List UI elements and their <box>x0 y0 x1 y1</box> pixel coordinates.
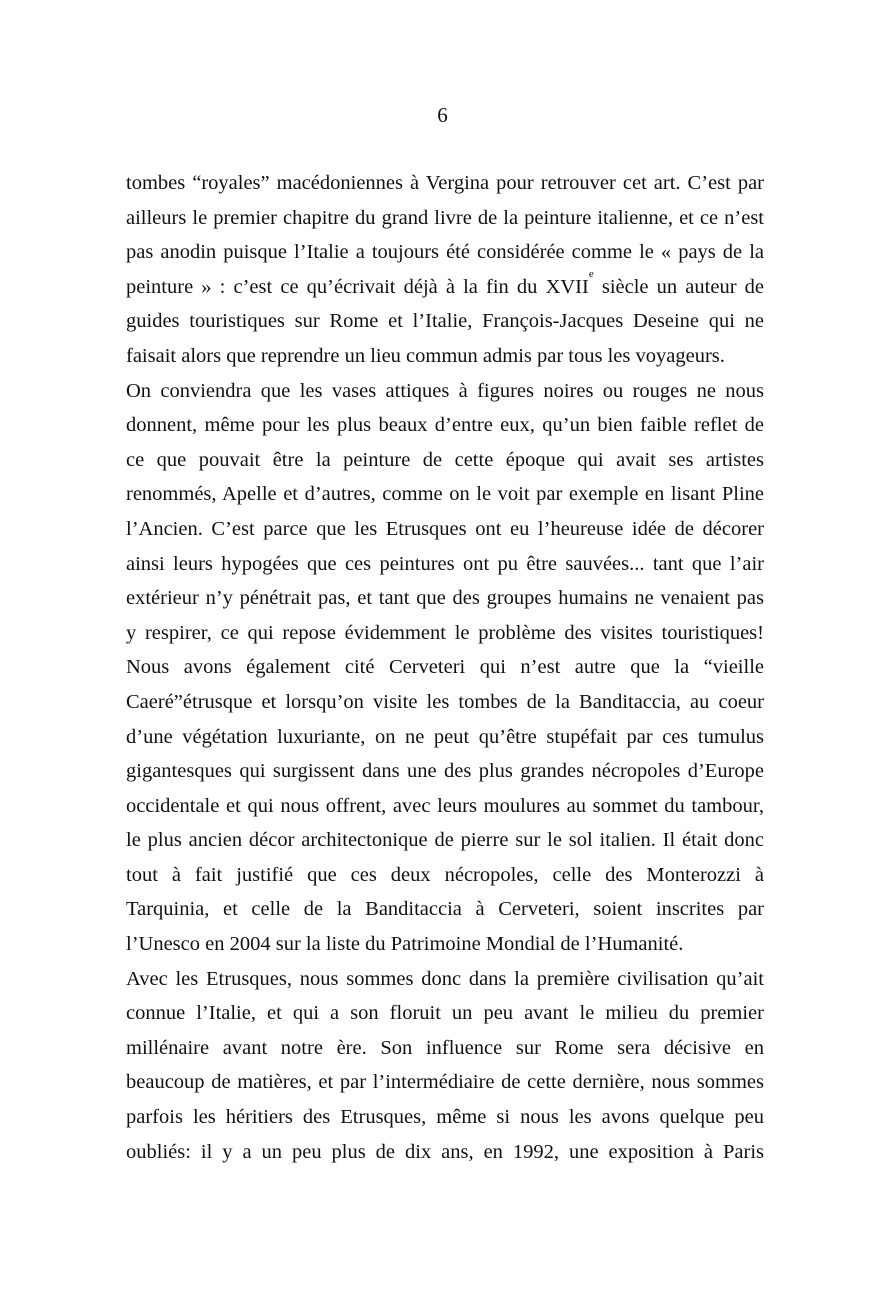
text-line: Nous avons également cité Cerveteri qui n’est autre que la “vieille <box>126 656 764 679</box>
text-segment: siècle un auteur de <box>593 275 765 298</box>
superscript: e <box>588 267 594 280</box>
text-line-with-superscript <box>126 267 765 305</box>
text-line: pas anodin puisque l’Italie a toujours été considérée comme le « pays de la <box>126 241 764 264</box>
text-line: Tarquinia, et celle de la Banditaccia à Cerveteri, soient inscrites par <box>126 898 764 921</box>
text-line: ainsi leurs hypogées que ces peintures ont pu être sauvées... tant que l’air <box>126 552 764 575</box>
text-line: On conviendra que les vases attiques à figures noires ou rouges ne nous <box>126 379 764 402</box>
paragraph-1 <box>126 166 764 374</box>
text-line: tombes “royales” macédoniennes à Vergina pour retrouver cet art. C’est par <box>126 172 764 194</box>
text-line: l’Unesco en 2004 sur la liste du Patrimoine Mondial de l’Humanité. <box>126 933 684 956</box>
text-line: guides touristiques sur Rome et l’Italie, François-Jacques Deseine qui ne <box>126 310 764 333</box>
text-line: occidentale et qui nous offrent, avec leurs moulures au sommet du tambour, <box>126 794 764 817</box>
text-line: parfois les héritiers des Etrusques, même si nous les avons quelque peu <box>126 1106 764 1129</box>
text-line: ailleurs le premier chapitre du grand livre de la peinture italienne, et ce n’est <box>126 206 764 229</box>
text-line: ce que pouvait être la peinture de cette époque qui avait ses artistes <box>126 448 764 471</box>
text-body <box>126 166 764 1169</box>
text-line: d’une végétation luxuriante, on ne peut qu’être stupéfait par ces tumulus <box>126 725 764 748</box>
text-line: oubliés: il y a un peu plus de dix ans, en 1992, une exposition à Paris <box>126 1140 764 1163</box>
text-line: tout à fait justifié que ces deux nécropoles, celle des Monterozzi à <box>126 863 764 886</box>
text-line: millénaire avant notre ère. Son influence sur Rome sera décisive en <box>126 1036 764 1059</box>
text-line: le plus ancien décor architectonique de pierre sur le sol italien. Il était donc <box>126 829 764 852</box>
paragraph-3 <box>126 962 764 1170</box>
text-line: renommés, Apelle et d’autres, comme on le voit par exemple en lisant Pline <box>126 483 764 506</box>
text-segment: peinture » : c’est ce qu’écrivait déjà à la fin du XVII <box>126 275 589 298</box>
text-line: beaucoup de matières, et par l’intermédiaire de cette dernière, nous sommes <box>126 1071 764 1094</box>
text-line: connue l’Italie, et qui a son floruit un peu avant le milieu du premier <box>126 1002 764 1025</box>
page-number: 6 <box>437 103 448 127</box>
text-line: Caeré”étrusque et lorsqu’on visite les tombes de la Banditaccia, au coeur <box>126 690 764 713</box>
text-line: Avec les Etrusques, nous sommes donc dans la première civilisation qu’ait <box>126 967 764 990</box>
text-line: faisait alors que reprendre un lieu commun admis par tous les voyageurs. <box>126 344 725 367</box>
text-line: gigantesques qui surgissent dans une des plus grandes nécropoles d’Europe <box>126 760 764 783</box>
text-line: y respirer, ce qui repose évidemment le problème des visites touristiques! <box>126 621 764 644</box>
paragraph-2 <box>126 374 764 962</box>
text-line: l’Ancien. C’est parce que les Etrusques ont eu l’heureuse idée de décorer <box>126 517 764 540</box>
text-line: extérieur n’y pénétrait pas, et tant que des groupes humains ne venaient pas <box>126 587 764 610</box>
text-line: donnent, même pour les plus beaux d’entre eux, qu’un bien faible reflet de <box>126 414 764 437</box>
